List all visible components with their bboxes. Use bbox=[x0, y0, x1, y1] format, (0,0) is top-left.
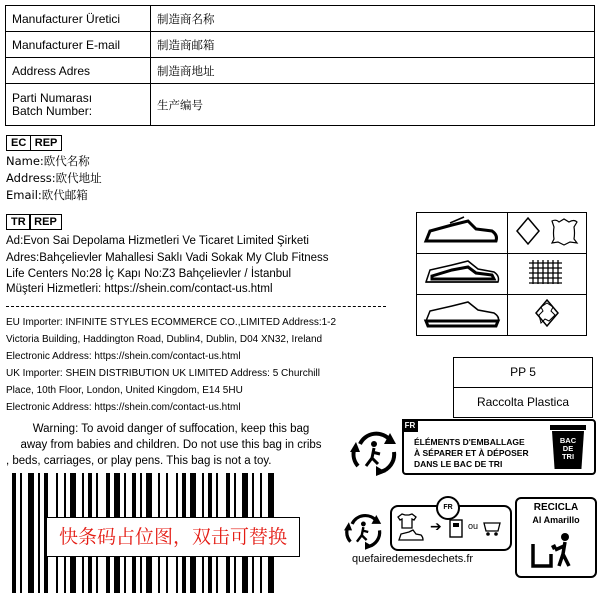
recycle-bin-person-icon bbox=[529, 532, 583, 575]
uk-importer-address: Place, 10th Floor, London, United Kingdom, E14 5HU bbox=[6, 385, 243, 396]
tr-rep-address: Adres:Bahçelievler Mahallesi Saklı Vadi Sokak My Club Fitness bbox=[6, 251, 329, 264]
other-materials-icon bbox=[508, 295, 587, 336]
pp-recycling-box bbox=[453, 357, 593, 418]
sole-shoe-icon bbox=[417, 295, 508, 336]
tr-badge: TR bbox=[6, 214, 31, 230]
triman-text-line-3: DANS LE BAC DE TRI bbox=[414, 459, 503, 469]
batch-label-line1: Parti Numarası bbox=[12, 90, 93, 105]
ec-rep-email: Email:欧代邮箱 bbox=[6, 188, 88, 202]
table-row bbox=[6, 84, 595, 126]
coated-leather-icon bbox=[508, 213, 587, 254]
tr-rep-info bbox=[6, 233, 329, 297]
triman-text bbox=[414, 437, 529, 470]
table-row bbox=[6, 32, 595, 58]
lining-shoe-icon bbox=[417, 254, 508, 295]
textile-icon bbox=[508, 254, 587, 295]
info-tri-box bbox=[390, 505, 512, 551]
divider bbox=[6, 306, 386, 307]
triman-small-icon bbox=[344, 512, 386, 552]
warning-line-1: Warning: To avoid danger of suffocation, keep this bag bbox=[32, 423, 310, 435]
uk-electronic-address: Electronic Address: https://shein.com/contact-us.html bbox=[6, 402, 241, 413]
tr-rep-name: Ad:Evon Sai Depolama Hizmetleri Ve Ticaret Limited Şirketi bbox=[6, 235, 309, 247]
clothing-icon bbox=[396, 513, 418, 529]
collection-point-icon bbox=[448, 517, 466, 539]
rep-badge: REP bbox=[30, 135, 63, 151]
shoe-material-grid bbox=[416, 212, 587, 336]
ou-text: ou bbox=[468, 521, 479, 531]
warning-line-2: away from babies and children. Do not use this bag in cribs bbox=[20, 439, 322, 451]
arrow-right-icon: ➔ bbox=[430, 518, 442, 534]
barcode-placeholder-text: 快条码占位图，双击可替换 bbox=[46, 517, 300, 557]
ec-rep-name: Name:欧代名称 bbox=[6, 154, 90, 168]
rep-badge: REP bbox=[29, 214, 62, 230]
address-value: 制造商地址 bbox=[151, 58, 595, 84]
tr-rep-badge bbox=[6, 214, 60, 230]
table-row bbox=[6, 58, 595, 84]
uk-importer: UK Importer: SHEIN DISTRIBUTION UK LIMITED Address: 5 Churchill bbox=[6, 368, 320, 379]
triman-icon bbox=[350, 430, 402, 478]
website-text: quefairedemesdechets.fr bbox=[352, 553, 474, 565]
upper-shoe-icon bbox=[417, 213, 508, 254]
triman-text-line-1: ÉLÉMENTS D'EMBALLAGE bbox=[414, 437, 525, 447]
eu-importer-address: Victoria Building, Haddington Road, Dublin4, Dublin, D04 XN32, Ireland bbox=[6, 334, 323, 345]
eu-importer: EU Importer: INFINITE STYLES ECOMMERCE CO.,LIMITED Address:1-2 bbox=[6, 317, 337, 328]
warning-text bbox=[6, 421, 336, 469]
tr-rep-address-2: Life Centers No:28 İç Kapı No:Z3 Bahçelievler / İstanbul bbox=[6, 268, 292, 280]
sorting-bin-icon bbox=[548, 425, 588, 471]
importers-info bbox=[6, 314, 336, 416]
tr-rep-customer-service: Müşteri Hizmetleri: https://shein.com/contact-us.html bbox=[6, 282, 273, 295]
email-label: Manufacturer E-mail bbox=[6, 32, 151, 58]
ec-rep-address: Address:欧代地址 bbox=[6, 171, 102, 185]
fr-circle-badge: FR bbox=[436, 496, 460, 520]
address-label: Address Adres bbox=[6, 58, 151, 84]
recicla-box bbox=[515, 497, 597, 578]
warning-line-3: , beds, carriages, or play pens. This bag is not a toy. bbox=[6, 455, 272, 467]
email-value: 制造商邮箱 bbox=[151, 32, 595, 58]
triman-info-box bbox=[402, 419, 596, 475]
ec-rep-badge bbox=[6, 135, 61, 151]
raccolta-plastica: Raccolta Plastica bbox=[454, 387, 592, 417]
eu-electronic-address: Electronic Address: https://shein.com/contact-us.html bbox=[6, 351, 241, 362]
table-row bbox=[6, 6, 595, 32]
batch-label bbox=[6, 84, 151, 126]
store-icon bbox=[482, 519, 502, 537]
recicla-title: RECICLA bbox=[533, 502, 579, 513]
ec-rep-info bbox=[6, 153, 102, 204]
pp-code: PP 5 bbox=[510, 365, 536, 379]
bin-label: BAC DE TRI bbox=[559, 436, 577, 461]
triman-text-line-2: À SÉPARER ET À DÉPOSER bbox=[414, 448, 529, 458]
manufacturer-table bbox=[5, 5, 595, 126]
shoe-small-icon bbox=[398, 529, 424, 543]
ec-badge: EC bbox=[6, 135, 31, 151]
fr-badge: FR bbox=[402, 419, 418, 432]
recicla-subtitle: Al Amarillo bbox=[532, 515, 580, 525]
manufacturer-value: 制造商名称 bbox=[151, 6, 595, 32]
batch-label-line2: Batch Number: bbox=[12, 103, 93, 118]
manufacturer-label: Manufacturer Üretici bbox=[6, 6, 151, 32]
batch-value: 生产编号 bbox=[151, 84, 595, 126]
